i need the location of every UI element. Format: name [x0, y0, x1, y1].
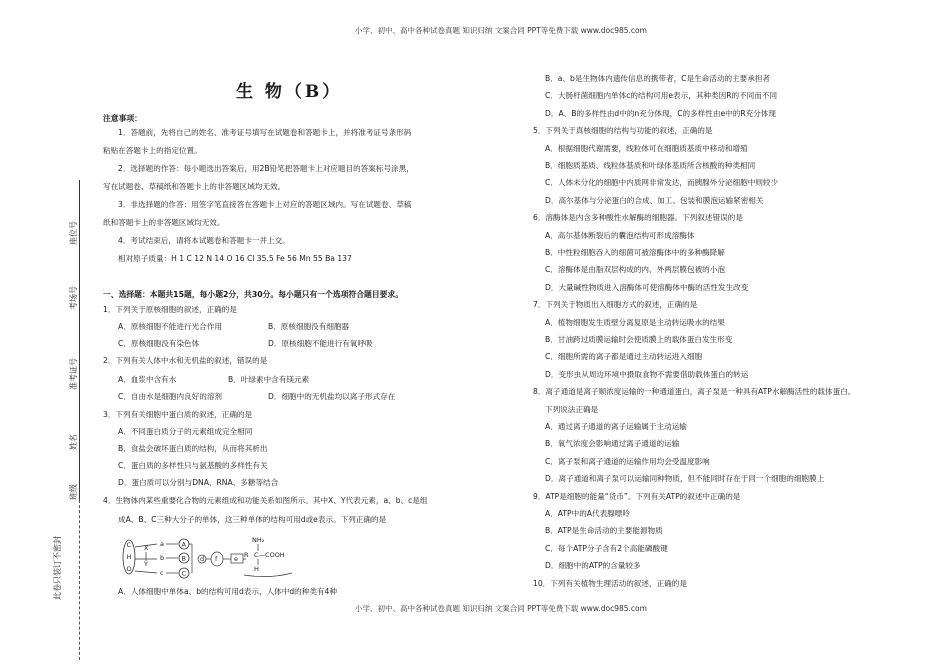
- option: D．细胞中的ATP的含量较多: [545, 561, 641, 571]
- question-stem: 2．下列有关人体中水和无机盐的叙述，错误的是: [103, 356, 268, 365]
- option: D．大量碱性物质进入溶酶体可使溶酶体中酶的活性发生改变: [545, 282, 749, 292]
- element-y: Y: [144, 560, 148, 568]
- hydrogen: H: [254, 565, 259, 573]
- element-h: H: [126, 553, 132, 561]
- option: D．蛋白质可以分别与DNA、RNA、多糖等结合: [118, 478, 279, 487]
- question-stem: 1．下列关于原核细胞的叙述，正确的是: [103, 305, 237, 314]
- monomer-c: c: [160, 569, 164, 577]
- option: D．离子通道和离子泵可以运输同种物质，但不能同时存在于同一个细胞的细胞膜上: [545, 474, 825, 484]
- notice-line: 写在试题卷、草稿纸和答题卡上的非答题区域均无效。: [103, 182, 286, 191]
- notice-line: 纸和答题卡上的非答题区域均无效。: [103, 218, 225, 227]
- option: C．每个ATP分子含有2个高能磷酸键: [545, 543, 668, 553]
- option: A．原核细胞不能进行光合作用: [118, 322, 222, 331]
- option: D．原核细胞不能进行有氧呼吸: [268, 339, 373, 348]
- notice-line: 粘贴在答题卡上的指定位置。: [103, 146, 202, 155]
- q4-diagram: [120, 533, 320, 581]
- option: C．离子泵和离子通道的运输作用均会受温度影响: [545, 456, 710, 466]
- option: C．自由水是细胞内良好的溶剂: [118, 392, 223, 401]
- side-label-seal-note: 此卷只装订不密封: [53, 536, 62, 600]
- monomer-a: a: [160, 540, 164, 548]
- question-stem: 8．离子通道是离子顺浓度运输的一种通道蛋白，离子泵是一种具有ATP水解酶活性的载体蛋白。: [533, 387, 856, 397]
- option: A．根据细胞代谢需要，线粒体可在细胞质基质中移动和增殖: [545, 143, 748, 153]
- option: C．大肠杆菌细胞内单体c的结构可用e表示，其种类因R的不同而不同: [545, 91, 778, 101]
- macro-C: C: [181, 569, 187, 578]
- option: C．溶酶体是由脂双层构成的内、外两层膜包被的小泡: [545, 265, 725, 275]
- side-label-seat: 座位号: [69, 221, 78, 245]
- question-stem: 10．下列有关植物生理活动的叙述，正确的是: [533, 578, 687, 588]
- option: C．蛋白质的多样性只与氨基酸的多样性有关: [118, 461, 268, 470]
- option: A．血浆中含有水: [118, 375, 177, 384]
- option: B．原核细胞没有细胞器: [268, 322, 350, 331]
- option: B．a、b是生物体内遗传信息的携带者，C是生命活动的主要承担者: [545, 74, 771, 83]
- option: C．细胞所需的离子都是通过主动转运进入细胞: [545, 352, 703, 362]
- section-heading: 一、选择题：本题共15题，每小题2分，共30分。每小题只有一个选项符合题目要求。: [103, 290, 404, 299]
- side-label-exam-id: 准考证号: [69, 358, 78, 390]
- question-stem: 5．下列关于真核细胞的结构与功能的叙述，正确的是: [533, 126, 713, 136]
- option: C．原核细胞没有染色体: [118, 339, 200, 348]
- option: D．细胞中的无机盐均以离子形式存在: [268, 392, 396, 401]
- monomer-b: b: [160, 554, 165, 562]
- option: A．不同蛋白质分子的元素组成完全相同: [118, 427, 253, 436]
- side-label-name: 姓名: [69, 434, 78, 450]
- amine-group: NH₂: [252, 536, 265, 544]
- macro-A: A: [181, 540, 186, 549]
- carboxyl-group: C—COOH: [254, 551, 285, 559]
- question-stem: 下列说法正确是: [545, 404, 599, 414]
- question-stem: 3．下列有关细胞中蛋白质的叙述，正确的是: [103, 410, 253, 419]
- option: A．通过离子通道的离子运输属于主动运输: [545, 422, 687, 431]
- atomic-mass-line: 相对原子质量：H 1 C 12 N 14 O 16 Cl 35.5 Fe 56 Mn 55 Ba 137: [118, 254, 352, 263]
- notice-line: 1．答题前，先将自己的姓名、准考证号填写在试题卷和答题卡上，并将准考证号条形码: [118, 128, 412, 137]
- element-c: C: [126, 541, 132, 549]
- notice-line: 2．选择题的作答：每小题选出答案后，用2B铅笔把答题卡上对应题目的答案标号涂黑，: [118, 164, 414, 173]
- node-d: d: [200, 555, 205, 563]
- r-group: R: [244, 551, 249, 559]
- option: D．A、B的多样性由d中的n充分体现，C的多样性由e中的R充分体现: [545, 108, 776, 118]
- notice-heading: 注意事项：: [103, 114, 142, 123]
- option: B．食盐会破坏蛋白质的结构，从而将其析出: [118, 444, 268, 453]
- notice-line: 3．非选择题的作答：用签字笔直接答在答题卡上对应的答题区域内。写在试题卷、草稿: [118, 200, 412, 209]
- page-title: 生 物（B）: [236, 82, 343, 102]
- option: A．高尔基体断裂后的囊泡结构可形成溶酶体: [545, 230, 695, 240]
- side-label-room: 考场号: [69, 286, 78, 310]
- option: A．植物细胞发生质壁分离复原是主动转运吸水的结果: [545, 317, 725, 327]
- node-f: f: [215, 555, 218, 563]
- notice-line: 4．考试结束后，请将本试题卷和答题卡一并上交。: [118, 236, 290, 245]
- question-stem: 6．溶酶体是内含多种酸性水解酶的细胞器。下列叙述错误的是: [533, 213, 743, 223]
- option: B．细胞质基质、线粒体基质和叶绿体基质所含核酸的种类相同: [545, 161, 756, 170]
- node-e: e: [234, 555, 238, 563]
- question-stem-cont: 成A、B、C三种大分子的单体，这三种单体的结构可用d或e表示。下列正确的是: [118, 515, 387, 524]
- option: D．变形虫从周边环境中摄取食物不需要借助载体蛋白的转运: [545, 369, 749, 379]
- option: B．ATP是生命活动的主要能源物质: [545, 526, 663, 536]
- option: C．人体未分化的细胞中内质网非常发达，而胰腺外分泌细胞中则较少: [545, 178, 779, 188]
- option: D．高尔基体与分泌蛋白的合成、加工、包装和膜泡运输紧密相关: [545, 195, 764, 205]
- watermark-top: 小学、初中、高中各种试卷真题 知识归纳 文案合同 PPT等免费下载 www.doc985.com: [355, 26, 647, 35]
- element-x: X: [144, 544, 149, 552]
- question-stem: 7．下列关于物质出入细胞方式的叙述，正确的是: [533, 300, 698, 310]
- question-stem: 4．生物体内某些重要化合物的元素组成和功能关系如图所示。其中X、Y代表元素，a、b、c是组: [103, 496, 428, 505]
- macro-B: B: [181, 554, 186, 563]
- question-stem: 9．ATP是细胞的能量“货币”。下列有关ATP的叙述中正确的是: [533, 491, 741, 501]
- binding-line: [79, 180, 80, 500]
- element-o: O: [126, 565, 132, 573]
- watermark-bottom: 小学、初中、高中各种试卷真题 知识归纳 文案合同 PPT等免费下载 www.doc985.com: [355, 604, 647, 613]
- option: B．叶绿素中含有镁元素: [228, 375, 310, 384]
- option: B．氧气浓度会影响通过离子通道的运输: [545, 439, 680, 449]
- binding-dashed-line: [79, 500, 80, 660]
- option: A．人体细胞中单体a、b的结构可用d表示，人体中d的种类有4种: [118, 587, 337, 596]
- side-label-class: 班级: [69, 484, 78, 500]
- option: B．中性粒细胞吞入的细菌可被溶酶体中的多种酶降解: [545, 248, 725, 257]
- option: A．ATP中的A代表腺嘌呤: [545, 509, 630, 518]
- option: B．甘油跨过质膜运输时会使质膜上的载体蛋白发生形变: [545, 335, 733, 344]
